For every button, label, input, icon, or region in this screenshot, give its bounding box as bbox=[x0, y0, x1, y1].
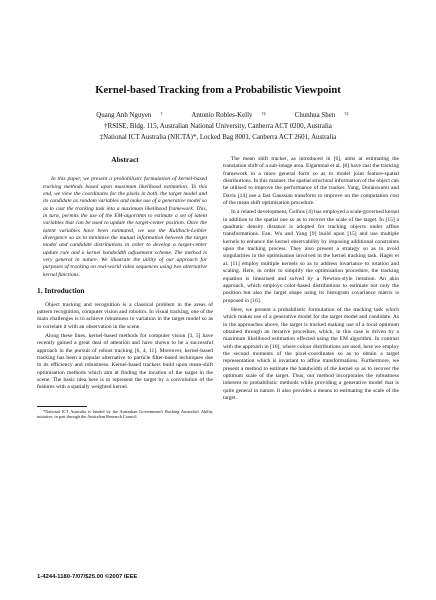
author-block bbox=[0, 108, 436, 143]
intro-paragraph: Object tracking and recognition is a classical problem in the areas of pattern recognition, computer vision and robotics. In visual tracking, one of the main challenges is to achieve robustness to variation in the target model so as to correlate it with an observation in the scene. bbox=[37, 301, 213, 330]
author-names bbox=[0, 108, 436, 121]
abstract-paragraph: In this paper, we present a probabilistic formulation of kernel-based tracking methods based upon maximum likelihood estimation. To this end, we view the coordinates for the pixels in both, the target model and its candidate as random variables and make use of a generative model so as to cast the tracking task into a maximum likelihood framework. This, in turn, permits the use of the EM-algorithm to estimate a set of latent variables that can be used to update the target-center position. Once the latent variables have been estimated, we use the Kullback-Leibler divergence so as to minimise the mutual information between the target model and candidate distributions in order to develop a target-center update rule and a kernel bandwidth adjustment scheme. The method is very general in nature. We illustrate the utility of our approach for purposes of tracking on real-world video sequences using two alternative kernel functions. bbox=[43, 176, 207, 278]
footnote: *National ICT Australia is funded by the Australian Government's Backing Australia's Ability initiative, in part through the Australian Research Council. bbox=[37, 408, 213, 420]
body-paragraph: The mean shift tracker, as introduced in [6], aims at estimating the translation shift of a sub-image area. Elgammal et al. [8] have cast the tracking framework in a more general form so as to model joint feature-spatial distributions. In this manner, the spatial structural information of the object can be utilised to improve the performance of the tracker. Yang, Duraiswami and Davis [14] use a fast Gaussian transform to improve on the computation cost of the mean shift optimisation procedure. bbox=[223, 156, 399, 207]
left-column bbox=[37, 156, 213, 420]
abstract-body bbox=[43, 176, 207, 279]
affiliation-anu: †RSISE, Bldg. 115, Australian National University, Canberra ACT 0200, Australia bbox=[104, 123, 332, 130]
intro-paragraph: Along these lines, kernel-based methods for computer vision [3, 5] have recently gained a great deal of attention and have shown to be a successful approach in the pursuit of robust tracking [6, 4, 11]. Moreover, kernel-based tracking has been a popular alternative to particle filter-based techniques due to its efficiency and robustness. Kernel-based trackers build upon mean-shift optimisation methods which aim at finding the location of the target in the scene. The basic idea here is to represent the target by a convolution of the features with a spatially weighted kernel. bbox=[37, 332, 213, 391]
right-column bbox=[223, 156, 399, 404]
author: Quang Anh Nguyen † bbox=[96, 111, 163, 119]
isbn-line: 1-4244-1180-7/07/$25.00 ©2007 IEEE bbox=[37, 574, 138, 580]
footnote-divider bbox=[37, 406, 87, 407]
author: Chunhua Shen †‡ bbox=[294, 111, 349, 119]
body-paragraph: In a related development, Collins [4] has employed a scale-governed kernel in addition to the spatial one so as to recover the scale of the target. In [15] a quadratic density distance is adopted for tracking objects under affine transformations. Fan, Wu and Yang [9] build upon [15] and use multiple kernels to enhance the kernel observability by imposing additional constraints upon the tracking process. They also present a strategy so as to avoid singularities in the optimisation involved in the kernel tracking task. Hager et al. [11] employ multiple kernels so as to address invariance to rotation and scaling. Here, in order to simplify the optimisation procedure, the tracking equation is linearised and solved by a Newton-style iteration. An akin approach, which employs color-based distributions to estimate not only the position but also the target shape using its histogram covariance matrix is proposed in [16]. bbox=[223, 209, 399, 304]
author: Antonio Robles-Kelly †‡ bbox=[191, 111, 267, 119]
body-paragraph: Here, we present a probabilistic formulation of the tracking task which which makes use of a generative model for the target model and candidate. As in the approaches above, the target is tracked making use of a local optimum obtained through an iterative procedure, which, in this case is driven by a maximum likelihood estimation effected using the EM algorithm. In contrast with the approach in [16], where colour distributions are used, here we employ the second moments of the pixel-coordinates so as to obtain a target representation which is invariant to affine transformations. Furthermore, we present a method to estimate the bandwidth of the kernel so as to recover the optimum scale of the target. Thus, our method incorporates the robustness inherent to probabilistic methods while providing a generative model that is quite general in nature. It also provides a means to estimating the scale of the target. bbox=[223, 306, 399, 401]
introduction-heading: 1. Introduction bbox=[37, 286, 85, 296]
abstract-heading: Abstract bbox=[111, 155, 139, 164]
paper-title: Kernel-based Tracking from a Probabilistic Viewpoint bbox=[95, 85, 341, 96]
affiliation-nicta: ‡National ICT Australia (NICTA)*, Locked Bag 8001, Canberra ACT 2601, Australia bbox=[99, 134, 337, 141]
